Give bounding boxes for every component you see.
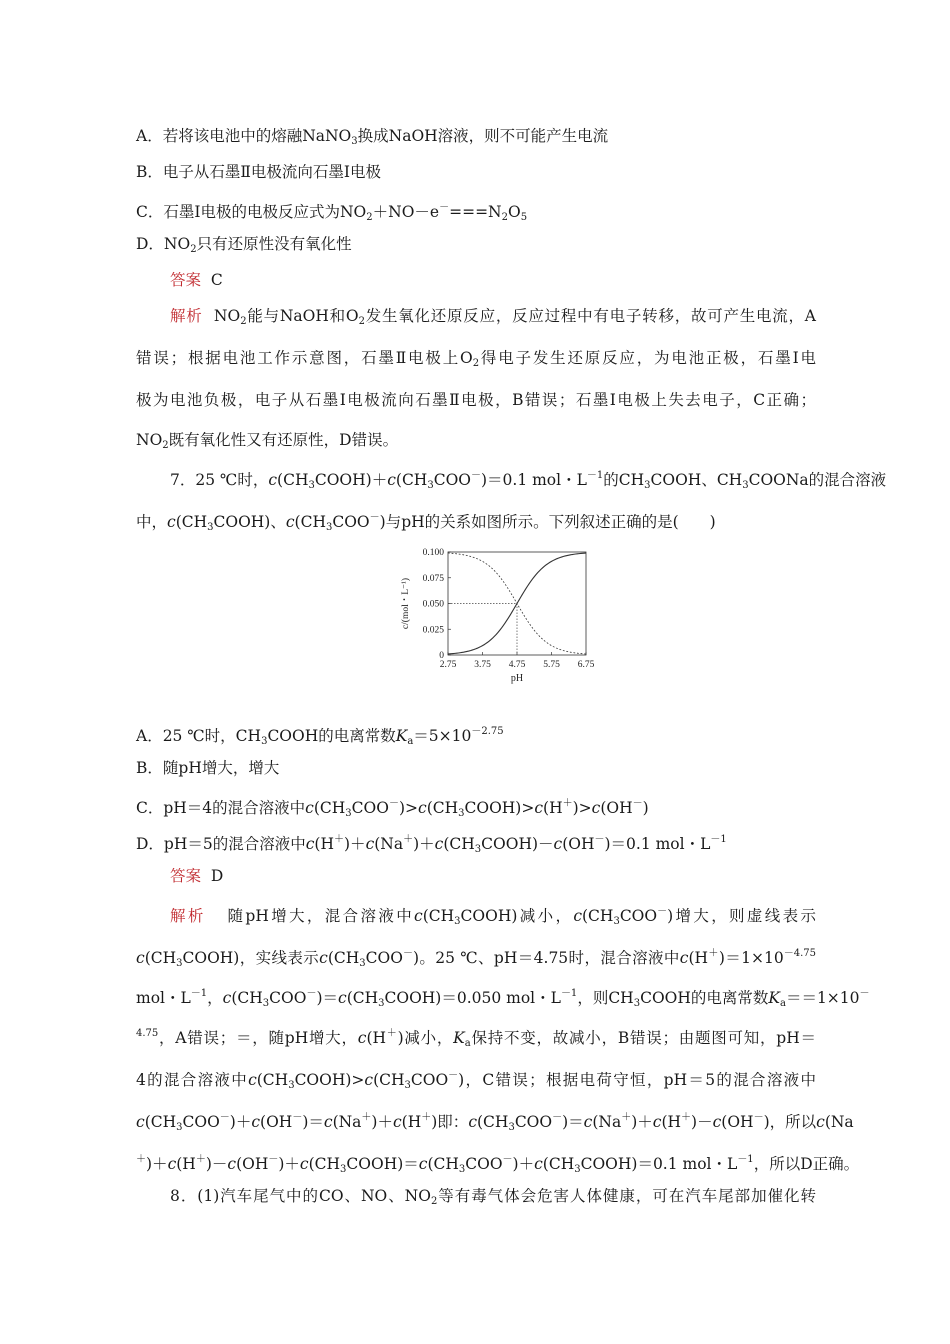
x-axis-label: pH bbox=[510, 673, 524, 684]
x-tick-label: 6.75 bbox=[577, 660, 595, 670]
analysis-7-line5: 4的混合溶液中$c(CH_3COOH)>c(CH_3COO^-)$，C错误；根据电荷守恒，pH＝5的混合溶液中 bbox=[136, 1070, 816, 1091]
analysis-7-line2: $c(CH_3COOH)$，实线表示$c(CH_3COO^-)$。25 ℃、pH＝4.75时，混合溶液中$c(H^+)=1\times 10^{-4.75}$ bbox=[136, 948, 816, 969]
option-6d: D．$NO_2$只有还原性没有氧化性 bbox=[136, 235, 352, 255]
y-tick-label: 0.050 bbox=[422, 599, 444, 610]
analysis-7-line3: mol・$L^{-1}$，$c(CH_3COO^-)=c(CH_3COOH)=0.050$ mol・$L^{-1}$，则$CH_3COOH$的电离常数$K_a==1\times 10^-$ bbox=[136, 988, 870, 1009]
analysis-7-line1: 解析 随pH增大，混合溶液中$c(CH_3COOH)$减小，$c(CH_3COO^-)$增大，则虚线表示 bbox=[170, 906, 816, 927]
option-6b: B．电子从石墨Ⅱ电极流向石墨Ⅰ电极 bbox=[136, 163, 382, 181]
analysis-6-line4: $NO_2$既有氧化性又有还原性，D错误。 bbox=[136, 431, 399, 451]
option-7c: C．pH＝4的混合溶液中$c(CH_3COO^-)>c(CH_3COOH)>c(H^+)>c(OH^-)$ bbox=[136, 798, 649, 819]
question-8-line1: 8．(1)汽车尾气中的CO、NO、$NO_2$等有毒气体会危害人体健康，可在汽车尾部加催化转 bbox=[170, 1187, 816, 1207]
question-7-line1: 7．25 ℃时，$c(CH_3COOH)+c(CH_3COO^-)=0.1$ mol・$L^{-1}$的$CH_3COOH$、$CH_3COONa$的混合溶液 bbox=[170, 470, 887, 491]
analysis-label: 解析 bbox=[170, 907, 206, 925]
x-tick-label: 3.75 bbox=[474, 660, 491, 670]
analysis-6-line1: 解析 $NO_2$能与NaOH和$O_2$发生氧化还原反应，反应过程中有电子转移，故可产生电流，A bbox=[170, 307, 816, 327]
answer-7: 答案 D bbox=[170, 867, 224, 885]
analysis-6-line3: 极为电池负极，电子从石墨Ⅰ电极流向石墨Ⅱ电极，B错误；石墨Ⅰ电极上失去电子，C正确； bbox=[136, 391, 816, 409]
concentration-ph-chart bbox=[386, 540, 596, 690]
analysis-7-line4: $^{4.75}$，A错误；＝，随pH增大，c(H＋)减小，$K_a$保持不变，故减小，B错误；由题图可知，pH＝ bbox=[136, 1028, 817, 1049]
analysis-label: 解析 bbox=[170, 307, 203, 325]
question-7-line2: 中，$c(CH_3COOH)$、$c(CH_3COO^-)$与pH的关系如图所示。下列叙述正确的是( ) bbox=[136, 512, 716, 533]
plot-area bbox=[400, 548, 595, 684]
y-tick-label: 0 bbox=[439, 651, 444, 661]
answer-6: 答案 C bbox=[170, 271, 223, 289]
analysis-6-line2: 错误；根据电池工作示意图，石墨Ⅱ电极上$O_2$得电子发生还原反应，为电池正极，石墨Ⅰ电 bbox=[136, 349, 817, 369]
x-tick-label: 4.75 bbox=[508, 660, 526, 670]
answer-label: 答案 bbox=[170, 271, 202, 289]
y-axis-label: c/(mol・L⁻¹) bbox=[401, 577, 411, 630]
analysis-7-line6: $c(CH_3COO^-)+c(OH^-)=c(Na^+)+c(H^+)$即：$c(CH_3COO^-)=c(Na^+)+c(H^+)-c(OH^-)$，所以c(Na bbox=[136, 1112, 854, 1133]
analysis-7-line7: $^+)+c(H^+)-c(OH^-)+c(CH_3COOH)=c(CH_3COO^-)+c(CH_3COOH)=0.1$ mol・$L^{-1}$，所以D正确。 bbox=[136, 1154, 860, 1175]
answer-label: 答案 bbox=[170, 867, 202, 885]
option-7b: B．随pH增大，增大 bbox=[136, 759, 280, 777]
option-6a: A．若将该电池中的熔融NaNO$_3$换成NaOH溶液，则不可能产生电流 bbox=[136, 127, 609, 147]
y-tick-label: 0.100 bbox=[422, 548, 444, 558]
option-6c: C．石墨Ⅰ电极的电极反应式为$NO_2+NO-e^-===N_2O_5$ bbox=[136, 202, 528, 223]
option-7d: D．pH＝5的混合溶液中$c(H^+)+c(Na^+)+c(CH_3COOH)-c(OH^-)=0.1$ mol・$L^{-1}$ bbox=[136, 834, 727, 855]
x-tick-label: 2.75 bbox=[439, 660, 457, 670]
y-tick-label: 0.025 bbox=[422, 625, 444, 636]
series-dashed-line bbox=[448, 553, 586, 654]
x-tick-label: 5.75 bbox=[543, 660, 560, 670]
option-7a: A．25 ℃时，$CH_3COOH$的电离常数$K_a=5\times 10^{-2.75}$ bbox=[136, 726, 504, 747]
y-tick-label: 0.075 bbox=[422, 573, 444, 584]
